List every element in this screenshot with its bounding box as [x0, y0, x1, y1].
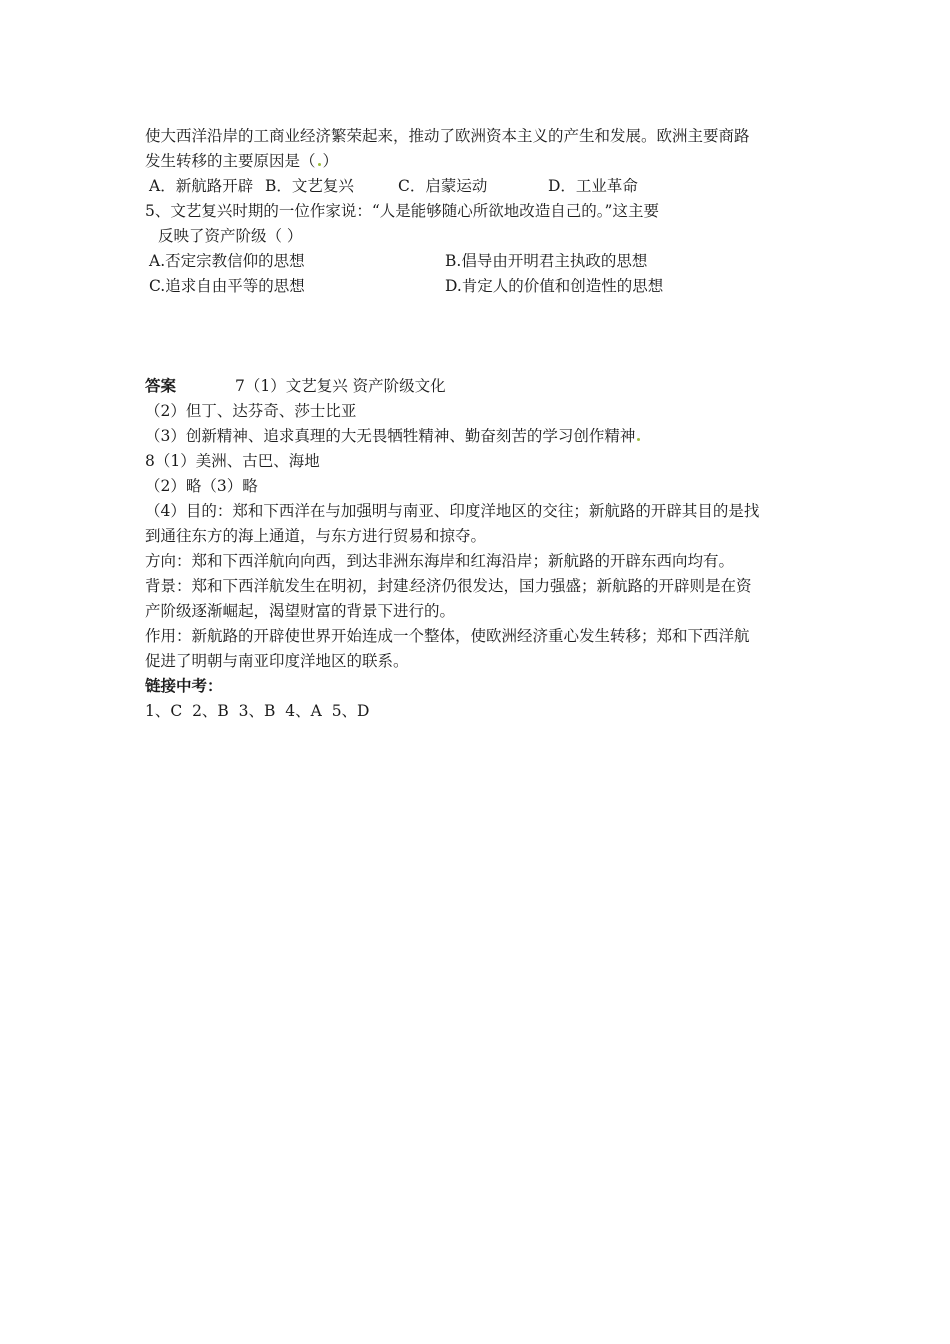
answer-8-4-line2: 到通往东方的海上通道，与东方进行贸易和掠夺。: [145, 527, 487, 545]
answer-background-post: 经济仍很发达，国力强盛；新航路的开辟则是在资: [410, 577, 752, 595]
answer-effect-line2: 促进了明朝与南亚印度洋地区的联系。: [145, 652, 409, 670]
answer-7-3: （3）创新精神、追求真理的大无畏牺牲精神、勤奋刻苦的学习创作精神: [145, 427, 636, 445]
answer-effect-line1: 作用：新航路的开辟使世界开始连成一个整体，使欧洲经济重心发生转移；郑和下西洋航: [145, 627, 750, 645]
mark-dot: [318, 163, 321, 166]
q4-options: [145, 174, 825, 199]
answer-7-3-row: [145, 424, 825, 449]
q4-stem-line2: [145, 149, 825, 174]
spacer: [145, 299, 825, 374]
q5-option-d: D.肯定人的价值和创造性的思想: [445, 277, 664, 295]
q4-stem-line2-pre: 发生转移的主要原因是（: [145, 152, 316, 170]
answer-7-2: （2）但丁、达芬奇、莎士比亚: [145, 402, 357, 420]
q5-option-c: C.追求自由平等的思想: [149, 277, 305, 295]
answers-heading-row: [145, 374, 825, 399]
document-page: [145, 124, 825, 724]
q4-stem-line1: 使大西洋沿岸的工商业经济繁荣起来，推动了欧洲资本主义的产生和发展。欧洲主要商路: [145, 127, 750, 145]
answer-background-line2: 产阶级逐渐崛起，渴望财富的背景下进行的。: [145, 602, 456, 620]
answer-7-1: 7（1）文艺复兴 资产阶级文化: [235, 377, 446, 395]
q5-option-b: B.倡导由开明君主执政的思想: [445, 252, 648, 270]
q5-stem-line1: 5、文艺复兴时期的一位作家说：“人是能够随心所欲地改造自己的。”这主要: [145, 202, 659, 220]
q4-option-d: D．工业革命: [548, 177, 638, 195]
q5-option-a: A.否定宗教信仰的思想: [149, 252, 305, 270]
mark-dot: [637, 438, 640, 441]
answer-8-2: （2）略（3）略: [145, 477, 258, 495]
link-exam-answers: 1、C 2、B 3、B 4、A 5、D: [145, 702, 370, 720]
q4-stem-line2-post: ）: [322, 152, 339, 170]
answer-8-1: 8（1）美洲、古巴、海地: [145, 452, 320, 470]
q5-stem-line2: 反映了资产阶级（ ）: [158, 227, 303, 245]
link-exam-heading: 链接中考：: [145, 677, 223, 695]
q4-option-b: B．文艺复兴: [265, 177, 354, 195]
answer-8-4-line1: （4）目的：郑和下西洋在与加强明与南亚、印度洋地区的交往；新航路的开辟其目的是找: [145, 502, 760, 520]
q4-option-a: A．新航路开辟: [149, 177, 254, 195]
answer-background-line1: [145, 574, 825, 599]
q4-option-c: C．启蒙运动: [398, 177, 488, 195]
answer-background-pre: 背景：郑和下西洋航发生在明初，封建: [145, 577, 409, 595]
answer-direction: 方向：郑和下西洋航向向西，到达非洲东海岸和红海沿岸；新航路的开辟东西向均有。: [145, 552, 735, 570]
q5-options-row2: [145, 274, 825, 299]
q5-options-row1: [145, 249, 825, 274]
answers-heading: 答案: [145, 377, 177, 395]
